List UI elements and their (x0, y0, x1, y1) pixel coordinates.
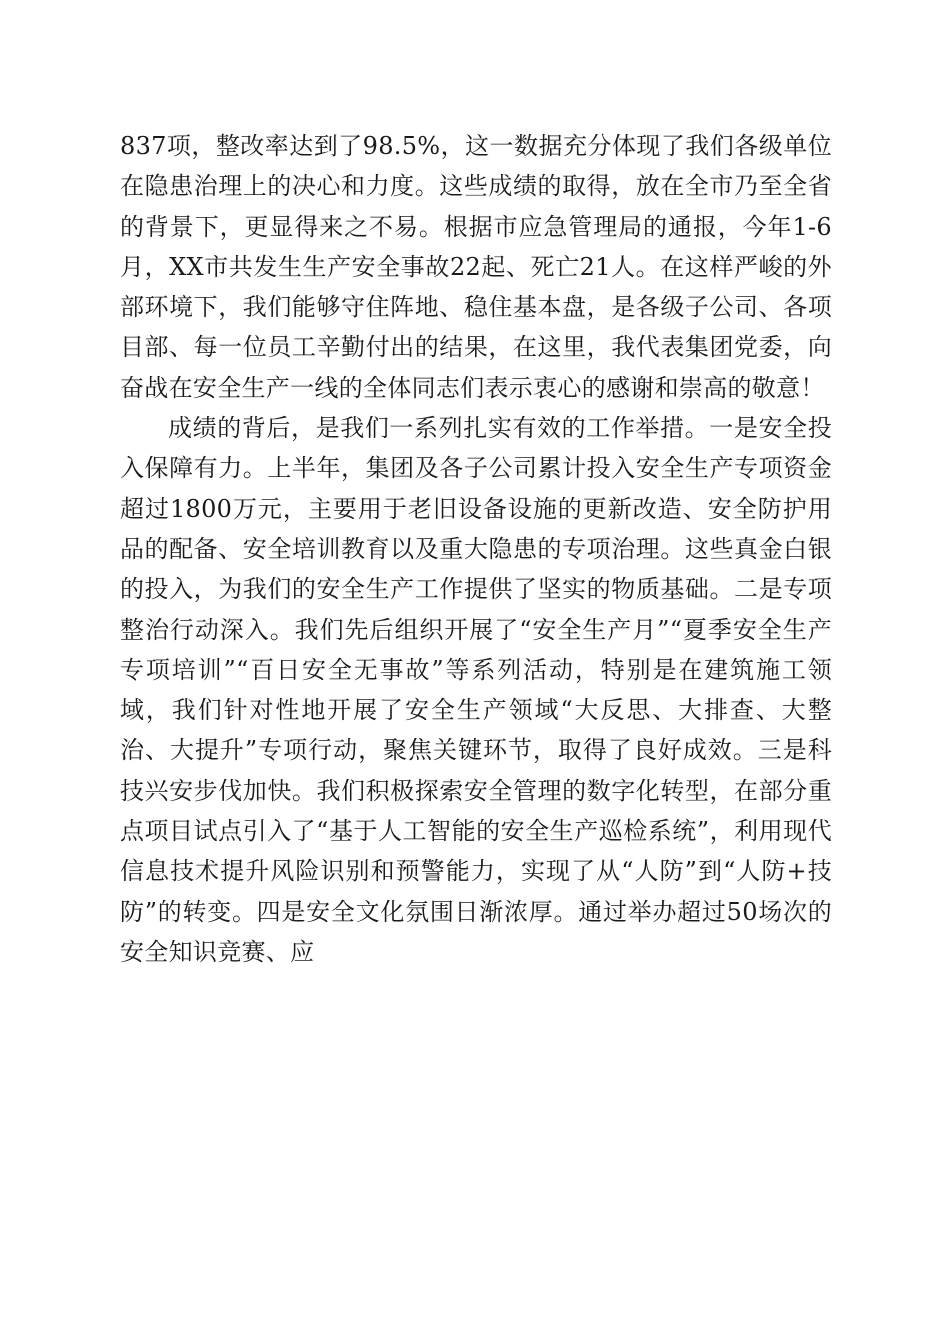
paragraph-1: 837项，整改率达到了98.5%，这一数据充分体现了我们各级单位在隐患治理上的决心和力度。这些成绩的取得，放在全市乃至全省的背景下，更显得来之不易。根据市应急管理局的通报，今年1-6月，XX市共发生生产安全事故22起、死亡21人。在这样严峻的外部环境下，我们能够守住阵地、稳住基本盘，是各级子公司、各项目部、每一位员工辛勤付出的结果，在这里，我代表集团党委，向奋战在安全生产一线的全体同志们表示衷心的感谢和崇高的敬意！ (120, 132, 832, 402)
paragraph-2: 成绩的背后，是我们一系列扎实有效的工作举措。一是安全投入保障有力。上半年，集团及各子公司累计投入安全生产专项资金超过1800万元，主要用于老旧设备设施的更新改造、安全防护用品的配备、安全培训教育以及重大隐患的专项治理。这些真金白银的投入，为我们的安全生产工作提供了坚实的物质基础。二是专项整治行动深入。我们先后组织开展了“安全生产月”“夏季安全生产专项培训”“百日安全无事故”等系列活动，特别是在建筑施工领域，我们针对性地开展了安全生产领域“大反思、大排查、大整治、大提升”专项行动，聚焦关键环节，取得了良好成效。三是科技兴安步伐加快。我们积极探索安全管理的数字化转型，在部分重点项目试点引入了“基于人工智能的安全生产巡检系统”，利用现代信息技术提升风险识别和预警能力，实现了从“人防”到“人防+技防”的转变。四是安全文化氛围日渐浓厚。通过举办超过50场次的安全知识竞赛、应 (120, 414, 832, 966)
document-body (120, 126, 832, 972)
